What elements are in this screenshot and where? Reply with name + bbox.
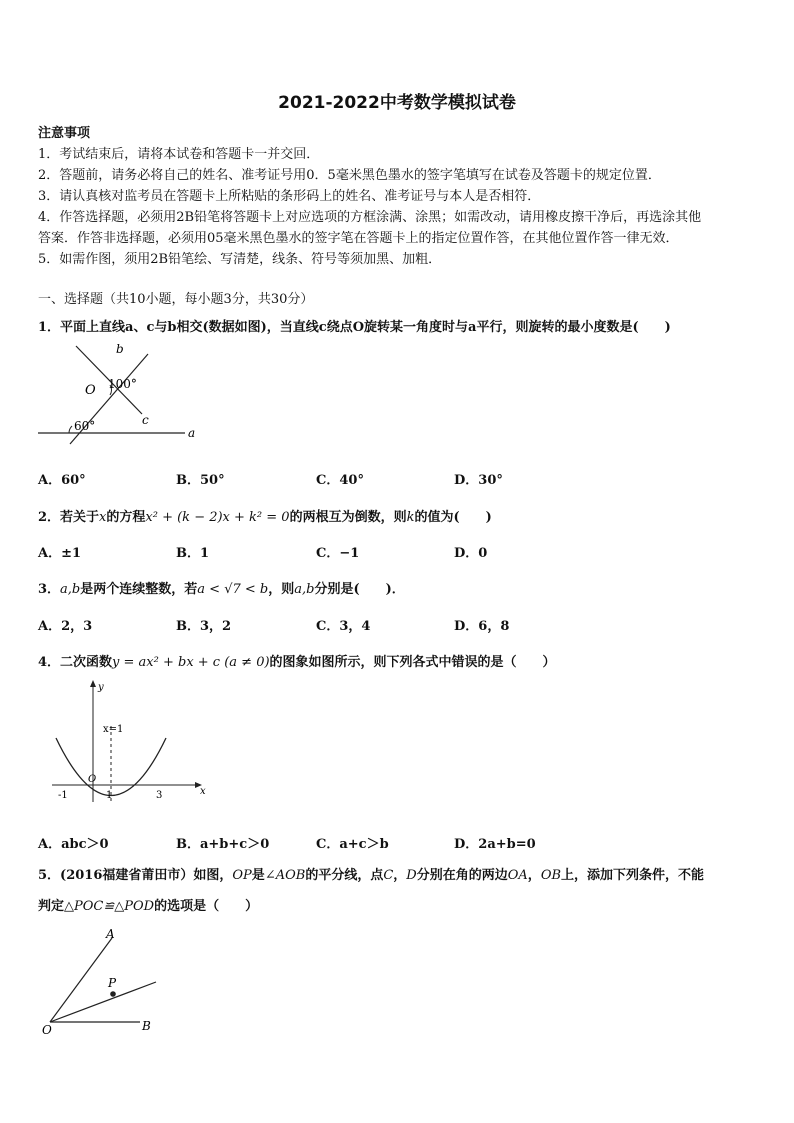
option-c: C．−1 — [316, 546, 360, 561]
option-c: C．a+c＞b — [316, 837, 389, 852]
tick-1: 1 — [106, 790, 113, 801]
notice-item: 答案．作答非选择题，必须用05毫米黑色墨水的签字笔在答题卡上的指定位置作答，在其他位置作答一律无效． — [38, 231, 679, 246]
label-axis: x=1 — [103, 724, 124, 735]
point-p — [110, 991, 116, 997]
label-p: P — [108, 976, 117, 990]
notice-item: 2．答题前，请务必将自己的姓名、准考证号用0．5毫米黑色墨水的签字笔填写在试卷及答题卡的规定位置． — [38, 168, 661, 183]
ray-oa — [50, 938, 112, 1022]
inequality: a < √7 < b — [197, 582, 269, 597]
option-b: B．1 — [176, 546, 210, 561]
question-5-figure — [38, 924, 168, 1039]
question-4-figure — [48, 678, 213, 808]
question-5-stem-line-1: 5．(2016福建省莆田市）如图，OP是∠AOB的平分线，点C，D分别在角的两边OA，OB上，添加下列条件，不能 — [38, 868, 705, 883]
label-y: y — [98, 682, 104, 693]
question-1-figure — [30, 338, 210, 448]
option-d: D．0 — [454, 546, 488, 561]
label-c: c — [142, 413, 149, 427]
option-a: A．60° — [38, 473, 86, 488]
label-a: A — [106, 927, 115, 941]
label-angle-100: 100° — [108, 377, 137, 391]
option-a: A．±1 — [38, 546, 82, 561]
question-3-stem: 3．a,b是两个连续整数，若a < √7 < b，则a,b分别是( )． — [38, 582, 405, 597]
label-b: b — [116, 342, 124, 356]
question-5-stem-line-2: 判定△POC≌△POD的选项是（ ） — [38, 899, 259, 914]
notice-item: 3．请认真核对监考员在答题卡上所粘贴的条形码上的姓名、准考证号与本人是否相符． — [38, 189, 541, 204]
option-b: B．a+b+c＞0 — [176, 837, 270, 852]
label-angle-60: 60° — [74, 419, 96, 433]
option-a: A．2，3 — [38, 619, 93, 634]
label-b: B — [142, 1019, 151, 1033]
label-x: x — [200, 786, 206, 797]
question-4-stem: 4．二次函数y = ax² + bx + c (a ≠ 0)的图象如图所示，则下列各式中错误的是（ ） — [38, 655, 556, 670]
equation: y = ax² + bx + c (a ≠ 0) — [112, 655, 270, 670]
tick-minus-1: -1 — [58, 790, 68, 801]
label-o: O — [42, 1023, 52, 1037]
page-title: 2021-2022中考数学模拟试卷 — [278, 93, 516, 113]
equation: x² + (k − 2)x + k² = 0 — [145, 510, 290, 525]
option-d: D．6，8 — [454, 619, 510, 634]
label-o: O — [85, 383, 96, 398]
option-b: B．3，2 — [176, 619, 232, 634]
question-2-stem: 2．若关于x的方程x² + (k − 2)x + k² = 0的两根互为倒数，则k的值为( ) — [38, 510, 492, 525]
option-c: C．3，4 — [316, 619, 371, 634]
label-o: O — [88, 774, 97, 785]
option-d: D．2a+b=0 — [454, 837, 536, 852]
label-a: a — [188, 426, 196, 440]
option-a: A．abc＞0 — [38, 837, 109, 852]
section-heading: 一、选择题（共10小题，每小题3分，共30分） — [38, 292, 314, 307]
notice-item: 1．考试结束后，请将本试卷和答题卡一并交回． — [38, 147, 320, 162]
question-1-stem: 1．平面上直线a、c与b相交(数据如图)，当直线c绕点O旋转某一角度时与a平行，则旋转的最小度数是( ) — [38, 320, 671, 335]
notice-item: 5．如需作图，须用2B铅笔绘、写清楚，线条、符号等须加黑、加粗． — [38, 252, 442, 267]
option-d: D．30° — [454, 473, 503, 488]
option-b: B．50° — [176, 473, 225, 488]
notice-heading: 注意事项 — [38, 126, 91, 141]
tick-3: 3 — [156, 790, 163, 801]
notice-item: 4．作答选择题，必须用2B铅笔将答题卡上对应选项的方框涂满、涂黑；如需改动，请用橡皮擦干净后，再选涂其他 — [38, 210, 702, 225]
option-c: C．40° — [316, 473, 364, 488]
ray-op — [50, 982, 156, 1022]
